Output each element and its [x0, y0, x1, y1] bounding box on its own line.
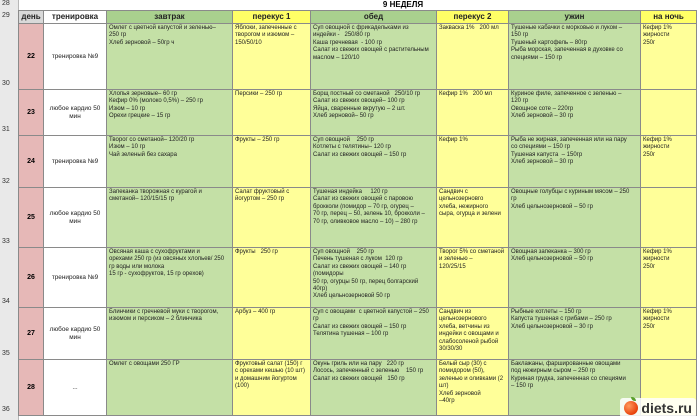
snack-2-cell[interactable]: [437, 248, 509, 308]
dinner-cell[interactable]: [509, 248, 641, 308]
header-row: [19, 11, 697, 24]
cell-line: 30/30/30: [439, 346, 463, 353]
cell-line: Сандвич с: [439, 189, 468, 195]
cell-line: Хлеб цельнозерновой – 30 гр: [511, 323, 593, 330]
cell-line: Капуста тушеная с грибами – 250 гр: [511, 316, 612, 323]
diets-logo[interactable]: [620, 398, 696, 418]
lunch-cell[interactable]: [311, 24, 437, 90]
cell-line: изюмом и персиком – 2 блинчика: [109, 316, 202, 323]
cell-line: Телятина тушеная – 100 гр: [313, 331, 389, 338]
cell-line: индейки с овощами и: [439, 331, 499, 338]
cell-line: Хлеб зерновой – 30 гр: [511, 159, 574, 166]
cell-line: специями – 150 гр: [511, 54, 562, 61]
cell-line: Баклажаны, фаршированные овощами: [511, 361, 621, 367]
cell-line: Чай зеленый без сахара: [109, 151, 177, 158]
table-body: [19, 24, 697, 416]
header-breakfast[interactable]: завтрак: [107, 11, 233, 24]
cell-line: Кефир 1%: [439, 137, 468, 143]
cell-line: гр: [511, 196, 517, 203]
cell-line: хлеба, нежирного: [439, 203, 489, 210]
snack-1-cell[interactable]: [233, 360, 311, 416]
cell-line: Сандвич из: [439, 309, 471, 315]
training-cell[interactable]: тренировка №9: [44, 136, 107, 188]
cell-line: Кефир 0% (молоко 0,5%) – 250 гр: [109, 98, 203, 105]
cell-line: Салат из свежих овощей с паровою: [313, 196, 413, 203]
cell-line: Суп овощной 250 гр: [313, 137, 374, 143]
snack-1-cell[interactable]: [233, 90, 311, 136]
cell-line: 15 гр - сухофруктов, 15 гр орехов): [109, 271, 204, 278]
cell-line: жирности: [643, 144, 670, 151]
header-day[interactable]: день: [19, 11, 44, 24]
cell-line: Печень тушеная с луком 120 гр: [313, 256, 403, 263]
row-number[interactable]: 33: [2, 238, 10, 245]
cell-line: Окунь гриль или на пару 220 гр: [313, 361, 404, 367]
cell-line: (100): [235, 383, 250, 390]
cell-line: Фрукты 250 гр: [235, 249, 278, 255]
cell-line: Котлеты с телятины– 120 гр: [313, 144, 391, 151]
cell-line: брокколи (помидор – 70 гр, огурец –: [313, 203, 414, 210]
snack-2-cell[interactable]: [437, 24, 509, 90]
cell-line: Хлеб зерновой: [439, 390, 481, 397]
breakfast-cell[interactable]: [107, 360, 233, 416]
cell-line: и зеленью –: [439, 256, 473, 263]
cell-line: Суп с овощами с цветной капустой – 250 гр: [313, 309, 431, 323]
breakfast-cell[interactable]: [107, 308, 233, 360]
breakfast-cell[interactable]: [107, 24, 233, 90]
day-cell[interactable]: 25: [19, 188, 44, 248]
table-row: [19, 308, 697, 360]
cell-line: Овсяная каша с сухофруктами и: [109, 249, 200, 255]
cell-line: Тушеный картофель – 80гр: [511, 39, 588, 46]
night-cell[interactable]: [641, 24, 697, 90]
lunch-cell[interactable]: [311, 308, 437, 360]
cell-line: Кефир 1%: [643, 249, 672, 255]
cell-line: творогом и изюмом –: [235, 32, 295, 39]
header-training[interactable]: тренировка: [44, 11, 107, 24]
cell-line: Творог со сметаной– 120/20 гр: [109, 137, 195, 143]
training-cell[interactable]: тренировка №9: [44, 24, 107, 90]
cell-line: Овощное соте – 220гр: [511, 105, 574, 112]
cell-line: Тушеная капуста – 150гр: [511, 151, 583, 158]
day-cell[interactable]: 27: [19, 308, 44, 360]
cell-line: Салат фруктовый с: [235, 189, 290, 195]
cell-line: шт): [439, 383, 449, 390]
header-snack-1[interactable]: перекус 1: [233, 11, 311, 24]
day-cell[interactable]: 24: [19, 136, 44, 188]
snack-2-cell[interactable]: [437, 360, 509, 416]
cell-line: –40гр: [439, 398, 455, 405]
cell-line: Кефир 1%: [643, 137, 672, 143]
cell-line: 250 гр: [109, 32, 127, 39]
cell-line: Фрукты – 250 гр: [235, 137, 280, 143]
lunch-cell[interactable]: [311, 248, 437, 308]
snack-2-cell[interactable]: [437, 188, 509, 248]
dinner-cell[interactable]: [509, 24, 641, 90]
cell-line: с орехами кешью (10 шт): [235, 368, 305, 375]
cell-line: Овощные голубцы с куриным мясом – 250: [511, 189, 630, 195]
cell-line: под нежирным сыром – 250 гр: [511, 368, 596, 375]
dinner-cell[interactable]: [509, 188, 641, 248]
cell-line: Рыбные котлеты – 150 гр: [511, 309, 582, 315]
cell-line: Белый сыр (30) с: [439, 361, 487, 367]
cell-line: Куриная грудка, запеченная со специями: [511, 375, 626, 382]
row-number[interactable]: 31: [2, 126, 10, 133]
cell-line: зеленью и оливками (2: [439, 375, 504, 382]
dinner-cell[interactable]: [509, 308, 641, 360]
cell-line: Тушеные кабачки с морковью и луком –: [511, 25, 623, 31]
cell-line: Хлеб цельнозерновой – 50 гр: [511, 203, 593, 210]
lunch-cell[interactable]: [311, 360, 437, 416]
day-cell[interactable]: 26: [19, 248, 44, 308]
logo-text: diets.ru: [641, 400, 692, 416]
cell-line: Творог 5% со сметаной: [439, 249, 505, 255]
table-row: [19, 136, 697, 188]
row-number[interactable]: 34: [2, 298, 10, 305]
row-number[interactable]: 36: [2, 406, 10, 413]
row-number[interactable]: 30: [2, 80, 10, 87]
row-number[interactable]: 32: [2, 178, 10, 185]
breakfast-cell[interactable]: [107, 90, 233, 136]
breakfast-cell[interactable]: [107, 188, 233, 248]
cell-line: жирности: [643, 256, 670, 263]
training-cell[interactable]: тренировка №9: [44, 248, 107, 308]
cell-line: Яблоки, запеченные с: [235, 25, 297, 31]
cell-line: маслом – 120/10: [313, 54, 360, 61]
cell-line: Закваска 1% 200 мл: [439, 25, 499, 31]
cell-line: Рыба морская, запеченная в духовке со: [511, 47, 623, 54]
cell-line: цельнозернового: [439, 316, 487, 323]
cell-line: Хлеб цельнозерновой – 50 гр: [511, 256, 593, 263]
dinner-cell[interactable]: [509, 136, 641, 188]
row-number[interactable]: 35: [2, 350, 10, 357]
header-snack-2[interactable]: перекус 2: [437, 11, 509, 24]
table-row: [19, 360, 697, 416]
header-dinner[interactable]: ужин: [509, 11, 641, 24]
cell-line: Тушеная индейка 120 гр: [313, 189, 388, 195]
week-title: 9 НЕДЕЛЯ: [382, 0, 424, 9]
snack-2-cell[interactable]: [437, 308, 509, 360]
training-cell[interactable]: любое кардио 50 мин: [44, 308, 107, 360]
header-lunch[interactable]: обед: [311, 11, 437, 24]
day-cell[interactable]: 28: [19, 360, 44, 416]
training-cell[interactable]: любое кардио 50 мин: [44, 188, 107, 248]
cell-line: Омлет с овощами 250 ГР: [109, 361, 180, 367]
cell-line: жирности: [643, 316, 670, 323]
cell-line: 150/50/10: [235, 39, 262, 46]
day-cell[interactable]: 23: [19, 90, 44, 136]
cell-line: Кефир 1% 200 мл: [439, 91, 493, 97]
cell-line: Хлеб зерновой – 30 гр: [511, 113, 574, 120]
table-row: [19, 24, 697, 90]
cell-line: Салат из свежих овощей– 100 гр: [313, 98, 405, 105]
cell-line: Арбуз – 400 гр: [235, 309, 276, 315]
cell-line: Хлеб зерновой – 50гр ч: [109, 39, 175, 46]
cell-line: Рыба не жирная, запеченная или на пару: [511, 137, 627, 143]
cell-line: Яйца, сваренные вкрутую – 2 шт.: [313, 105, 406, 112]
cell-line: йогуртом – 250 гр: [235, 196, 285, 203]
lunch-cell[interactable]: [311, 188, 437, 248]
cell-line: 120/25/15: [439, 263, 466, 270]
cell-line: Лосось, запеченный с зеленью 150 гр: [313, 368, 424, 375]
cell-line: Омлет с цветной капустой и зеленью–: [109, 25, 216, 31]
cell-line: Орехи грецкие – 15 гр: [109, 113, 171, 120]
dinner-cell[interactable]: [509, 90, 641, 136]
cell-line: Запеканка творожная с курагой и: [109, 189, 202, 195]
row-number-column: [0, 0, 19, 420]
cell-line: 40гр): [313, 286, 328, 293]
cell-line: сметаной– 120/15/15 гр: [109, 196, 175, 203]
day-cell[interactable]: 22: [19, 24, 44, 90]
cell-line: со специями – 150 гр: [511, 144, 571, 151]
cell-line: Суп овощной с фрикадельками из: [313, 25, 409, 31]
breakfast-cell[interactable]: [107, 248, 233, 308]
training-cell[interactable]: ...: [44, 360, 107, 416]
cell-line: Хлопья зерновые– 60 гр: [109, 91, 177, 97]
table-row: [19, 188, 697, 248]
snack-1-cell[interactable]: [233, 308, 311, 360]
cell-line: Салат из свежих овощей – 150 гр: [313, 323, 407, 330]
lunch-cell[interactable]: [311, 136, 437, 188]
training-cell[interactable]: любое кардио 50 мин: [44, 90, 107, 136]
cell-line: сыра, огурца и зелени: [439, 211, 501, 218]
row-number[interactable]: 28: [2, 0, 10, 7]
cell-line: орехами 250 гр (из овсяных хлопьев/ 250: [109, 256, 225, 263]
meal-plan-table: [18, 10, 697, 416]
cell-line: 250г: [643, 39, 656, 46]
cell-line: хлеба, ветчины из: [439, 323, 490, 330]
cell-line: Кефир 1%: [643, 25, 672, 31]
cell-line: 150 гр: [511, 32, 529, 39]
cell-line: Изюм – 10 гр: [109, 105, 146, 112]
night-cell[interactable]: [641, 136, 697, 188]
cell-line: Салат из свежих овощей с растительным: [313, 47, 429, 54]
cell-line: помидором (50),: [439, 368, 485, 375]
cell-line: Кефир 1%: [643, 309, 672, 315]
cell-line: и домашним йогуртом: [235, 375, 297, 382]
night-cell[interactable]: [641, 248, 697, 308]
apple-icon: [624, 401, 638, 415]
cell-line: Салат из свежих овощей 150 гр: [313, 375, 405, 382]
breakfast-cell[interactable]: [107, 136, 233, 188]
cell-line: Фруктовый салат (150) г: [235, 361, 303, 367]
lunch-cell[interactable]: [311, 90, 437, 136]
cell-line: Персики – 250 гр: [235, 91, 283, 97]
cell-line: Куриное филе, запеченное с зеленью –: [511, 91, 622, 97]
snack-1-cell[interactable]: [233, 188, 311, 248]
cell-line: Каша гречневая - 100 гр: [313, 39, 382, 46]
row-number[interactable]: 29: [2, 12, 10, 19]
cell-line: Хлеб цельнозерновой 50 гр: [313, 293, 390, 300]
cell-line: – 150 гр: [511, 383, 534, 390]
cell-line: 70 гр, оливковое масло – 10) – 280 гр: [313, 218, 418, 225]
cell-line: Салат из свежих овощей – 150 гр: [313, 151, 407, 158]
cell-line: 250г: [643, 323, 656, 330]
cell-line: 70 гр, перец – 50, зелень 10, брокколи –: [313, 211, 425, 218]
cell-line: Хлеб зерновой– 50 гр: [313, 113, 374, 120]
cell-line: индейки - 250/80 гр: [313, 32, 371, 39]
snack-1-cell[interactable]: [233, 24, 311, 90]
table-row: [19, 90, 697, 136]
header-night[interactable]: на ночь: [641, 11, 697, 24]
night-cell[interactable]: [641, 90, 697, 136]
snack-1-cell[interactable]: [233, 136, 311, 188]
snack-1-cell[interactable]: [233, 248, 311, 308]
cell-line: 250г: [643, 263, 656, 270]
snack-2-cell[interactable]: [437, 136, 509, 188]
cell-line: жирности: [643, 32, 670, 39]
night-cell[interactable]: [641, 308, 697, 360]
cell-line: 50 гр, огурцы 50 гр, перец болгарский: [313, 278, 419, 285]
cell-line: Блинчики с гречневой муки с творогом,: [109, 309, 219, 315]
snack-2-cell[interactable]: [437, 90, 509, 136]
table-row: [19, 248, 697, 308]
cell-line: Суп овощной 250 гр: [313, 249, 374, 255]
cell-line: Овощная запеканка – 300 гр: [511, 249, 591, 255]
cell-line: Борщ постный со сметаной 250/10 гр: [313, 91, 421, 97]
cell-line: Изюм – 10 гр: [109, 144, 146, 151]
cell-line: 250г: [643, 151, 656, 158]
cell-line: 120 гр: [511, 98, 529, 105]
cell-line: гр воды или молока: [109, 263, 165, 270]
cell-line: слабосоленой рыбой: [439, 338, 499, 345]
night-cell[interactable]: [641, 188, 697, 248]
cell-line: Салат из свежих овощей – 140 гр (помидоры: [313, 263, 408, 278]
cell-line: цельнозерновго: [439, 196, 484, 203]
